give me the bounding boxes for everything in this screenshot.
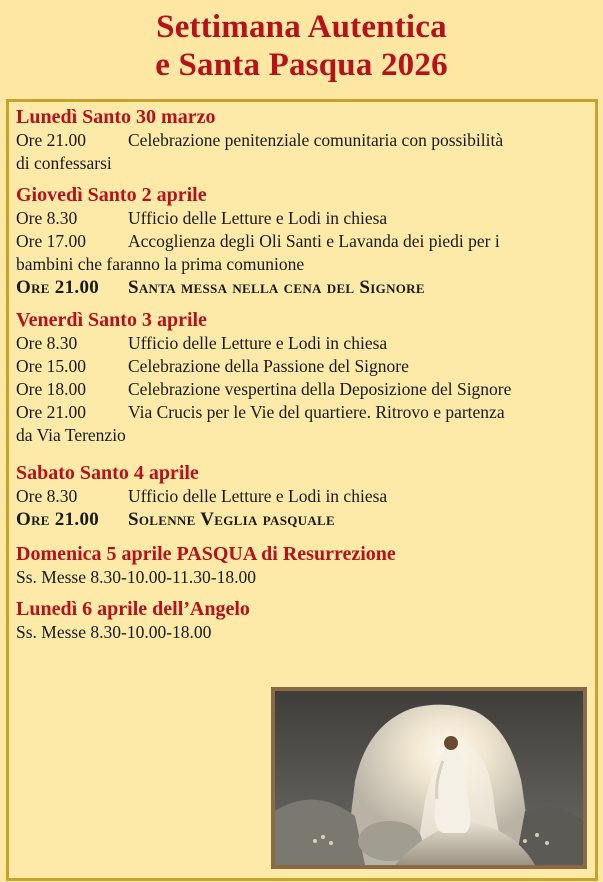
resurrection-painting	[271, 687, 587, 869]
row-time: Ore 21.00	[16, 509, 100, 530]
schedule-row	[16, 230, 590, 253]
row-description: Ufficio delle Letture e Lodi in chiesa	[128, 333, 388, 353]
section-sunday	[16, 542, 590, 589]
row-time: Ore 17.00	[16, 231, 86, 251]
schedule-content	[16, 105, 590, 644]
section-heading: Lunedì 6 aprile dell’Angelo	[16, 598, 250, 620]
row-time: Ore 8.30	[16, 333, 78, 353]
section-friday	[16, 308, 590, 447]
row-description: Accoglienza degli Oli Santi e Lavanda dei piedi per i	[128, 231, 500, 251]
schedule-row-highlight	[16, 508, 590, 532]
schedule-row-highlight	[16, 276, 590, 300]
schedule-row	[16, 332, 590, 355]
row-description-continued: da Via Terenzio	[16, 425, 126, 445]
masses-line: Ss. Messe 8.30-10.00-18.00	[16, 622, 212, 642]
row-description: Via Crucis per le Vie del quartiere. Ritrovo e partenza	[128, 402, 505, 422]
row-description: Celebrazione penitenziale comunitaria con possibilità	[128, 130, 504, 150]
schedule-row	[16, 355, 590, 378]
section-easter-monday	[16, 597, 590, 644]
section-heading: Sabato Santo 4 aprile	[16, 462, 199, 484]
title-line-2: e Santa Pasqua 2026	[155, 47, 448, 83]
row-description: Santa messa nella cena del Signore	[128, 277, 425, 298]
section-monday	[16, 105, 590, 175]
row-description: Ufficio delle Letture e Lodi in chiesa	[128, 208, 388, 228]
row-description: Celebrazione vespertina della Deposizione del Signore	[128, 379, 512, 399]
masses-line: Ss. Messe 8.30-10.00-11.30-18.00	[16, 567, 256, 587]
row-time: Ore 21.00	[16, 277, 100, 298]
section-saturday	[16, 461, 590, 532]
section-heading: Venerdì Santo 3 aprile	[16, 309, 207, 331]
section-thursday	[16, 183, 590, 300]
row-description-continued: bambini che faranno la prima comunione	[16, 254, 305, 274]
row-time: Ore 21.00	[16, 130, 86, 150]
section-heading: Lunedì Santo 30 marzo	[16, 106, 216, 128]
schedule-row	[16, 129, 590, 152]
section-heading: Giovedì Santo 2 aprile	[16, 184, 207, 206]
page-title	[0, 8, 603, 84]
row-time: Ore 8.30	[16, 486, 78, 506]
schedule-row	[16, 207, 590, 230]
schedule-row	[16, 378, 590, 401]
section-heading: Domenica 5 aprile PASQUA di Resurrezione	[16, 543, 396, 565]
row-time: Ore 15.00	[16, 356, 86, 376]
schedule-row	[16, 485, 590, 508]
schedule-row	[16, 401, 590, 424]
title-line-1: Settimana Autentica	[156, 9, 447, 45]
row-time: Ore 8.30	[16, 208, 78, 228]
row-time: Ore 18.00	[16, 379, 86, 399]
row-time: Ore 21.00	[16, 402, 86, 422]
row-description: Solenne Veglia pasquale	[128, 509, 335, 530]
painting-illustration	[275, 691, 583, 865]
row-description: Ufficio delle Letture e Lodi in chiesa	[128, 486, 388, 506]
row-description: Celebrazione della Passione del Signore	[128, 356, 409, 376]
row-description-continued: di confessarsi	[16, 153, 112, 173]
